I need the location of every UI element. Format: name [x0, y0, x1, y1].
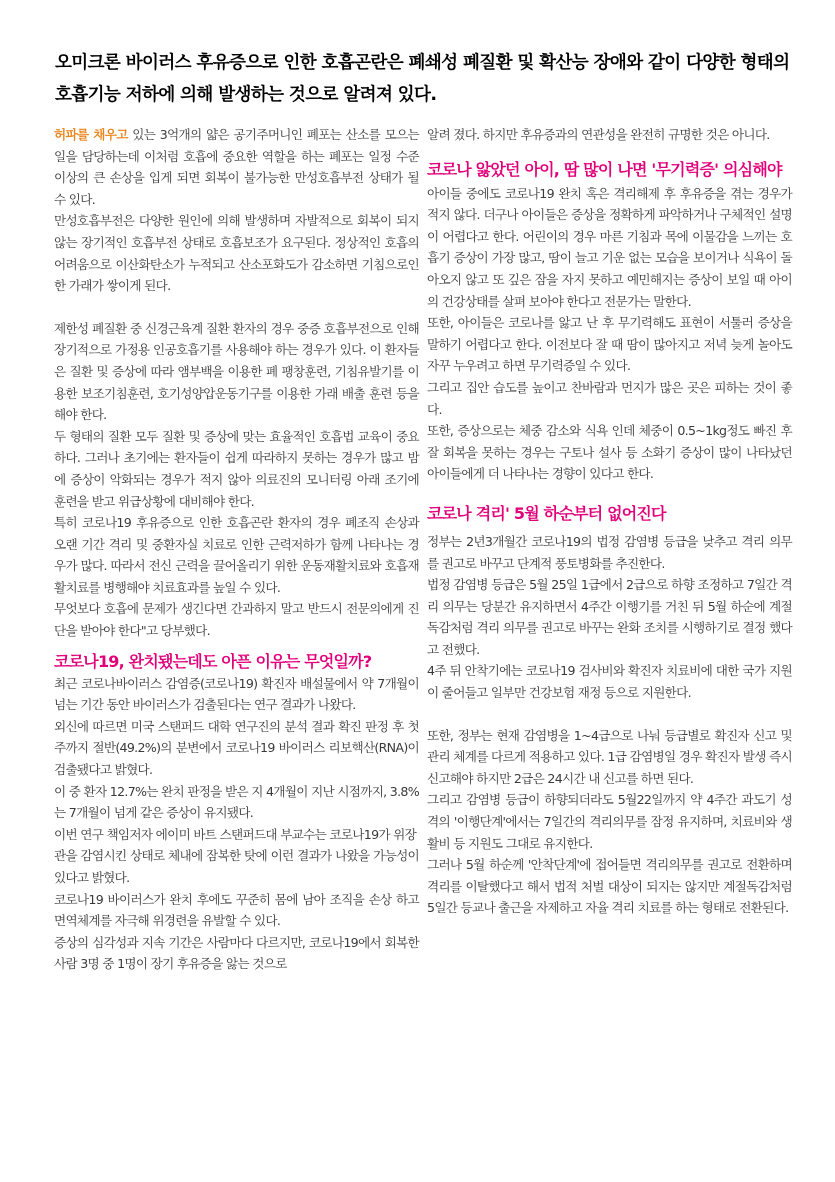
- paragraph: 또한, 아이들은 코로나를 앓고 난 후 무기력해도 표현이 서툴러 증상을 말하기 어렵다고 한다. 이전보다 잘 때 땀이 많아지고 저녁 늦게 놀아도 자꾸 누우려고 하면 무기력증일 수 있다.: [427, 315, 792, 374]
- paragraph: 특히 코로나19 후유증으로 인한 호흡곤란 환자의 경우 폐조직 손상과 오랜 기간 격리 및 중환자실 치료로 인한 근력저하가 함께 나타나는 경우가 많다. 따라서 전신 근력을 끌어올리기 위한 운동재활치료와 호흡재활치료를 병행해야 치료효과를 높일 수 있다.: [54, 515, 419, 595]
- paragraph: 이 중 환자 12.7%는 완치 판정을 받은 지 4개월이 지난 시점까지, 3.8%는 7개월이 넘게 같은 증상이 유지됐다.: [54, 783, 419, 821]
- paragraph: 그리고 집안 습도를 높이고 찬바람과 먼지가 많은 곳은 피하는 것이 좋다.: [427, 379, 792, 417]
- lead-paragraph: 오미크론 바이러스 후유증으로 인한 호흡곤란은 폐쇄성 폐질환 및 확산능 장애와 같이 다양한 형태의 호흡기능 저하에 의해 발생하는 것으로 알려져 있다.: [55, 53, 790, 105]
- paragraph: 또한, 정부는 현재 감염병을 1~4급으로 나눠 등급별로 확진자 신고 및 관리 체계를 다르게 적용하고 있다. 1급 감염병일 경우 확진자 발생 즉시 신고해야 하지만 2급은 24시간 내 신고를 하면 된다.: [427, 727, 792, 786]
- spacer: [427, 704, 792, 725]
- paragraph: 제한성 폐질환 중 신경근육계 질환 환자의 경우 중증 호흡부전으로 인해 장기적으로 가정용 인공호흡기를 사용해야 하는 경우가 있다. 이 환자들은 질환 및 증상에 따라 앰부백을 이용한 폐 팽창훈련, 기침유발기를 이용한 보조기침훈련, 호기성양압운동기구를 이용한 가래 배출 훈련 등을 해야 한다.: [54, 320, 419, 423]
- paragraph: 최근 코로나바이러스 감염증(코로나19) 확진자 배설물에서 약 7개월이 넘는 기간 동안 바이러스가 검출된다는 연구 결과가 나왔다.: [54, 675, 419, 713]
- paragraph: 무엇보다 호흡에 문제가 생긴다면 간과하지 말고 반드시 전문의에게 진단을 받아야 한다"고 당부했다.: [54, 601, 419, 639]
- intro-text: 있는 3억개의 얇은 공기주머니인 폐포는 산소를 모으는 일을 담당하는데 이처럼 호흡에 중요한 역할을 하는 폐포는 일정 수준 이상의 큰 손상을 입게 되면 회복이 불가능한 만성호흡부전 상태가 될 수 있다.: [54, 127, 419, 207]
- right-column: [427, 124, 792, 919]
- paragraph: 그리고 감염병 등급이 하향되더라도 5월22일까지 약 4주간 과도기 성격의 '이행단계'에서는 7일간의 격리의무를 잠정 유지하며, 치료비와 생활비 등 지원도 그대로 유지한다.: [427, 792, 792, 851]
- paragraph: 두 형태의 질환 모두 질환 및 증상에 맞는 효율적인 호흡법 교육이 중요하다. 그러나 초기에는 환자들이 쉽게 따라하지 못하는 경우가 많고 밤에 증상이 악화되는 경우가 적지 않아 의료진의 모니터링 아래 조기에 훈련을 받고 위급상황에 대비해야 한다.: [54, 428, 419, 509]
- paragraph: 외신에 따르면 미국 스탠퍼드 대학 연구진의 분석 결과 확진 판정 후 첫 주까지 절반(49.2%)의 분변에서 코로나19 바이러스 리보핵산(RNA)이 검출됐다고 밝혔다.: [54, 718, 419, 778]
- paragraph: 4주 뒤 안착기에는 코로나19 검사비와 확진자 치료비에 대한 국가 지원이 줄어들고 일부만 건강보험 재정 등으로 지원한다.: [427, 663, 792, 701]
- paragraph: 또한, 증상으로는 체중 감소와 식욕 인데 체중이 0.5~1kg정도 빠진 후 잘 회복을 못하는 경우는 구토나 설사 등 소화기 증상이 많이 나타났던 아이들에게 더 나타나는 경향이 있다고 한다.: [427, 423, 792, 482]
- paragraph: 증상의 심각성과 지속 기간은 사람마다 다르지만, 코로나19에서 회복한 사람 3명 중 1명이 장기 후유증을 앓는 것으로: [54, 934, 419, 972]
- left-column: [54, 124, 419, 975]
- paragraph: 알려 졌다. 하지만 후유증과의 연관성을 완전히 규명한 것은 아니다.: [427, 127, 770, 142]
- paragraph: 이번 연구 책임저자 에이미 바트 스탠퍼드대 부교수는 코로나19가 위장: [54, 826, 417, 842]
- paragraph: 법정 감염병 등급은 5월 25일 1급에서 2급으로 하향 조정하고 7일간 격리 의무는 당분간 유지하면서 4주간 이행기를 거친 뒤 5월 하순에 계절 독감처럼 격리 의무를 권고로 바꾸는 완화 조치를 시행하기로 결정 했다고 전했다.: [427, 577, 792, 657]
- paragraph: 정부는 2년3개월간 코로나19의 법정 감염병 등급을 낮추고 격리 의무를 권고로 바꾸고 단계적 풍토병화를 추진한다.: [427, 533, 792, 571]
- paragraph: 코로나19 바이러스가 완치 후에도 꾸준히 몸에 남아 조직을 손상 하고 면역체계를 자극해 위경련을 유발할 수 있다.: [54, 891, 419, 929]
- intro-highlight: 허파를 채우고: [54, 127, 128, 142]
- section-heading: 코로나 앓았던 아이, 땀 많이 나면 '무기력증' 의심해야: [427, 159, 782, 179]
- paragraph: 관을 감염시킨 상태로 체내에 잠복한 탓에 이런 결과가 나왔을 가능성이 있다고 밝혔다.: [54, 848, 419, 885]
- section-heading: 코로나19, 완치됐는데도 아픈 이유는 무엇일까?: [54, 651, 372, 671]
- intro-paragraph: [54, 124, 419, 210]
- paragraph: 아이들 중에도 코로나19 완치 혹은 격리해제 후 후유증을 겪는 경우가 적지 않다. 더구나 아이들은 증상을 정확하게 파악하거나 구체적인 설명이 어렵다고 한다. 어린이의 경우 마른 기침과 목에 이물감을 느끼는 호흡기 증상이 가장 많고, 땀이 늘고 기운 없는 모습을 보이거나 식욕이 돌아오지 않고 또 깊은 잠을 자지 못하고 예민해지는 증상이 보일 때 아이의 건강상태를 살펴 보아야 한다고 전문가는 말한다.: [427, 185, 792, 309]
- paragraph: 그러나 5월 하순께 '안착단계'에 접어들면 격리의무를 권고로 전환하며 격리를 이탈했다고 해서 법적 처벌 대상이 되지는 않지만 계절독감처럼 5일간 등교나 출근을 자제하고 자율 격리 치료를 하는 형태로 전환된다.: [427, 857, 792, 916]
- paragraph: 만성호흡부전은 다양한 원인에 의해 발생하며 자발적으로 회복이 되지 않는 장기적인 호흡부전 상태로 호흡보조가 요구된다. 정상적인 호흡의 어려움으로 이산화탄소가 누적되고 산소포화도가 감소하면 기침으로인한 가래가 쌓이게 된다.: [54, 213, 419, 294]
- section-heading: 코로나 격리' 5월 하순부터 없어진다: [427, 503, 666, 523]
- spacer: [54, 297, 419, 318]
